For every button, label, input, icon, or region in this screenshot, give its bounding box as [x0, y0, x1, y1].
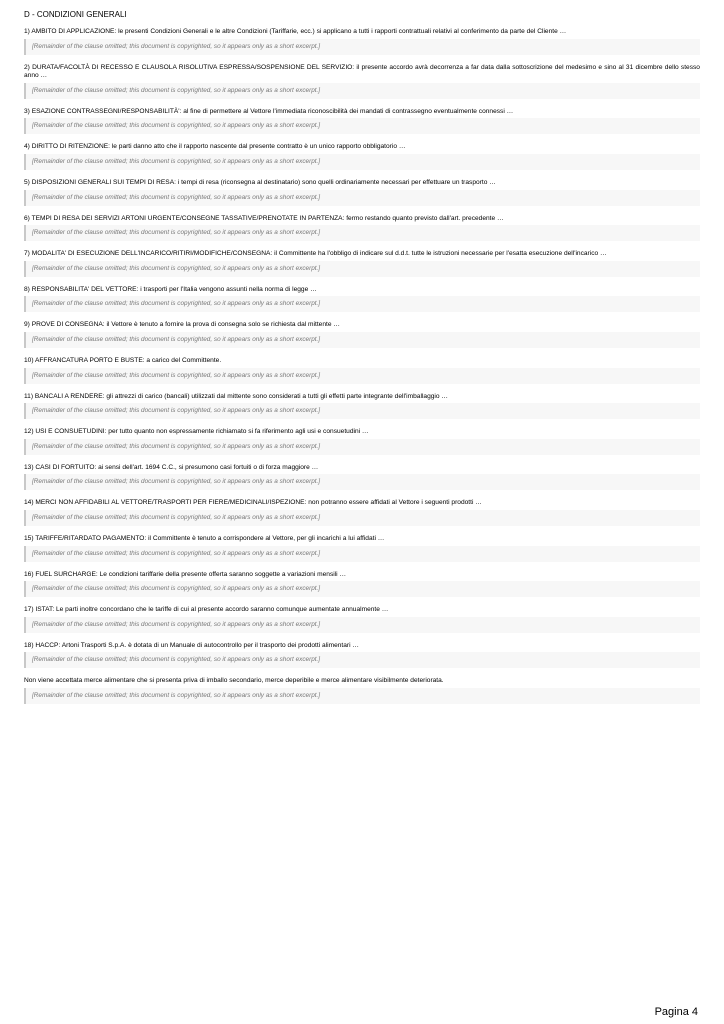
section-excerpt: fermo restando quanto previsto dall'art. precedente … — [346, 214, 504, 222]
terms-section — [24, 535, 700, 562]
terms-section — [24, 143, 700, 170]
terms-section — [24, 393, 700, 420]
section-excerpt: le parti danno atto che il rapporto nascente dal presente contratto è un unico rapporto obbligatorio … — [111, 143, 406, 151]
section-excerpt: Non viene accettata merce alimentare che si presenta priva di imballo secondario, merce deperibile e merce alimentare visibilmente deteriorata. — [24, 677, 444, 685]
terms-section — [24, 642, 700, 669]
section-title: 16) FUEL SURCHARGE: — [24, 570, 98, 578]
section-title: 9) PROVE DI CONSEGNA: — [24, 321, 105, 329]
omission-note: [Remainder of the clause omitted; this document is copyrighted, so it appears only as a short excerpt.] — [24, 439, 700, 455]
omission-note: [Remainder of the clause omitted; this document is copyrighted, so it appears only as a short excerpt.] — [24, 546, 700, 562]
section-excerpt: il Committente è tenuto a corrispondere al Vettore, per gli incarichi a lui affidati … — [148, 534, 385, 542]
terms-section — [24, 499, 700, 526]
section-excerpt: a carico del Committente. — [146, 356, 222, 364]
section-excerpt: Le parti inoltre concordano che le tariffe di cui al presente accordo saranno comunque aumentate annualmente … — [56, 606, 389, 614]
terms-section — [24, 108, 700, 135]
section-excerpt: il Vettore è tenuto a fornire la prova di consegna solo se richiesta dal mittente … — [106, 321, 340, 329]
sections-container — [24, 28, 700, 704]
section-title: 7) MODALITA' DI ESECUZIONE DELL'INCARICO/RITIRI/MODIFICHE/CONSEGNA: — [24, 250, 273, 258]
document-header: D - CONDIZIONI GENERALI — [24, 10, 127, 19]
section-excerpt: Artoni Trasporti S.p.A. è dotata di un Manuale di autocontrollo per il trasporto dei prodotti alimentari … — [61, 641, 359, 649]
omission-note: [Remainder of the clause omitted; this document is copyrighted, so it appears only as a short excerpt.] — [24, 581, 700, 597]
terms-section — [24, 606, 700, 633]
omission-note: [Remainder of the clause omitted; this document is copyrighted, so it appears only as a short excerpt.] — [24, 39, 700, 55]
section-excerpt: i tempi di resa (riconsegna al destinatario) sono quelli ordinariamente necessari per effettuare un trasporto … — [177, 178, 496, 186]
omission-note: [Remainder of the clause omitted; this document is copyrighted, so it appears only as a short excerpt.] — [24, 332, 700, 348]
section-title: 18) HACCP: — [24, 641, 61, 649]
omission-note: [Remainder of the clause omitted; this document is copyrighted, so it appears only as a short excerpt.] — [24, 617, 700, 633]
section-excerpt: le presenti Condizioni Generali e le altre Condizioni (Tariffarie, ecc.) si applicano a tutti i rapporti contrattuali relativi al conferimento da parte del Cliente … — [118, 28, 567, 35]
terms-section — [24, 677, 700, 704]
omission-note: [Remainder of the clause omitted; this document is copyrighted, so it appears only as a short excerpt.] — [24, 688, 700, 704]
section-title: 12) USI E CONSUETUDINI: — [24, 428, 107, 436]
terms-page — [24, 10, 700, 1000]
omission-note: [Remainder of the clause omitted; this document is copyrighted, so it appears only as a short excerpt.] — [24, 261, 700, 277]
omission-note: [Remainder of the clause omitted; this document is copyrighted, so it appears only as a short excerpt.] — [24, 403, 700, 419]
section-title: 17) ISTAT: — [24, 606, 55, 614]
omission-note: [Remainder of the clause omitted; this document is copyrighted, so it appears only as a short excerpt.] — [24, 368, 700, 384]
section-excerpt: il presente accordo avrà decorrenza a far data dalla sottoscrizione del medesimo e sino al 31 dicembre dello stesso anno … — [24, 63, 700, 80]
section-title: 6) TEMPI DI RESA DEI SERVIZI ARTONI URGENTE/CONSEGNE TASSATIVE/PRENOTATE IN PARTENZA: — [24, 214, 345, 222]
terms-section — [24, 215, 700, 242]
omission-note: [Remainder of the clause omitted; this document is copyrighted, so it appears only as a short excerpt.] — [24, 652, 700, 668]
section-title: 5) DISPOSIZIONI GENERALI SUI TEMPI DI RESA: — [24, 178, 176, 186]
omission-note: [Remainder of the clause omitted; this document is copyrighted, so it appears only as a short excerpt.] — [24, 83, 700, 99]
terms-section — [24, 571, 700, 598]
section-title: 15) TARIFFE/RITARDATO PAGAMENTO: — [24, 534, 147, 542]
section-title: 10) AFFRANCATURA PORTO E BUSTE: — [24, 356, 145, 364]
terms-section — [24, 321, 700, 348]
section-excerpt: i trasporti per l'Italia vengono assunti nella norma di legge … — [140, 285, 317, 293]
section-excerpt: al fine di permettere al Vettore l'immediata riconoscibilità dei mandati di contrassegno eventualmente connessi … — [183, 107, 514, 115]
section-title: 8) RESPONSABILITA' DEL VETTORE: — [24, 285, 139, 293]
terms-section — [24, 428, 700, 455]
terms-section — [24, 464, 700, 491]
section-title: 4) DIRITTO DI RITENZIONE: — [24, 143, 110, 151]
omission-note: [Remainder of the clause omitted; this document is copyrighted, so it appears only as a short excerpt.] — [24, 190, 700, 206]
section-excerpt: il Committente ha l'obbligo di indicare sul d.d.t. tutte le istruzioni necessarie per l'esatta esecuzione dell'incarico … — [274, 250, 607, 258]
terms-section — [24, 286, 700, 313]
terms-section — [24, 179, 700, 206]
section-title: 2) DURATA/FACOLTÀ DI RECESSO E CLAUSOLA RISOLUTIVA ESPRESSA/SOSPENSIONE DEL SERVIZIO: — [24, 63, 355, 71]
omission-note: [Remainder of the clause omitted; this document is copyrighted, so it appears only as a short excerpt.] — [24, 118, 700, 134]
section-excerpt: per tutto quanto non espressamente richiamato si fa riferimento agli usi e consuetudini … — [108, 428, 369, 436]
section-title: 11) BANCALI A RENDERE: — [24, 392, 105, 400]
terms-section — [24, 357, 700, 384]
section-title: 3) ESAZIONE CONTRASSEGNI/RESPONSABILITÀ': — [24, 107, 182, 115]
terms-section — [24, 250, 700, 277]
omission-note: [Remainder of the clause omitted; this document is copyrighted, so it appears only as a short excerpt.] — [24, 225, 700, 241]
section-excerpt: gli attrezzi di carico (bancali) utilizzati dal mittente sono considerati a tutti gli effetti parte integrante dell'imballaggio … — [106, 392, 448, 400]
omission-note: [Remainder of the clause omitted; this document is copyrighted, so it appears only as a short excerpt.] — [24, 474, 700, 490]
page-number: Pagina 4 — [654, 1006, 698, 1018]
section-excerpt: non potranno essere affidati al Vettore i seguenti prodotti … — [308, 499, 482, 507]
omission-note: [Remainder of the clause omitted; this document is copyrighted, so it appears only as a short excerpt.] — [24, 154, 700, 170]
terms-section — [24, 64, 700, 99]
terms-section — [24, 28, 700, 55]
section-excerpt: Le condizioni tariffarie della presente offerta saranno soggette a variazioni mensili … — [99, 570, 347, 578]
omission-note: [Remainder of the clause omitted; this document is copyrighted, so it appears only as a short excerpt.] — [24, 296, 700, 312]
section-title: 1) AMBITO DI APPLICAZIONE: — [24, 28, 117, 35]
section-title: 13) CASI DI FORTUITO: — [24, 463, 97, 471]
omission-note: [Remainder of the clause omitted; this document is copyrighted, so it appears only as a short excerpt.] — [24, 510, 700, 526]
section-title: 14) MERCI NON AFFIDABILI AL VETTORE/TRASPORTI PER FIERE/MEDICINALI/ISPEZIONE: — [24, 499, 307, 507]
section-excerpt: ai sensi dell'art. 1694 C.C., si presumono casi fortuiti o di forza maggiore … — [98, 463, 319, 471]
